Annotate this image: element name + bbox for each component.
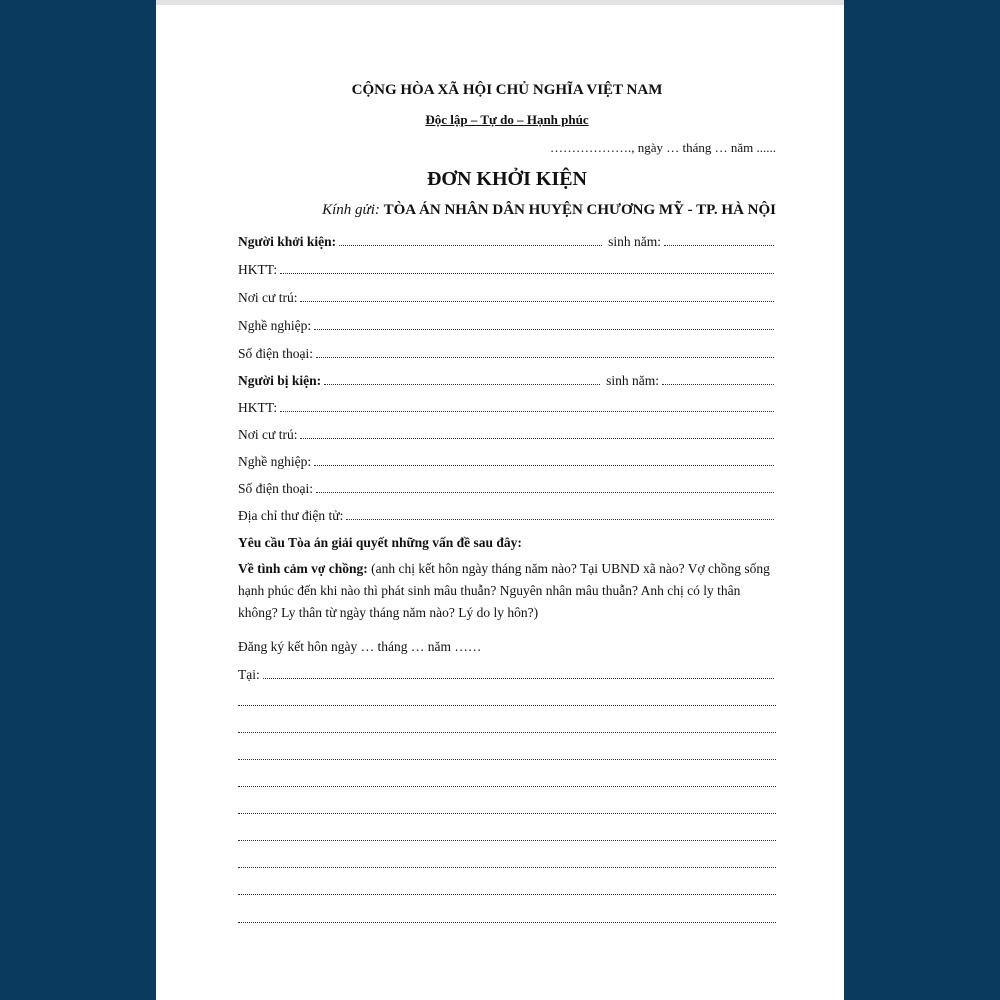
field-label: Nơi cư trú: [238, 290, 298, 305]
fill-line[interactable] [238, 732, 776, 733]
fill-line[interactable] [238, 894, 776, 895]
field-label: Nơi cư trú: [238, 427, 298, 442]
request-heading [238, 532, 776, 554]
plaintiff-birth-label: sinh năm: [608, 234, 661, 249]
field-label: Số điện thoại: [238, 346, 313, 361]
request-heading-text: Yêu cầu Tòa án giải quyết những vấn đề sau đây: [238, 535, 522, 550]
fill-line[interactable] [346, 508, 774, 520]
fill-line[interactable] [314, 454, 774, 466]
plaintiff-label: Người khởi kiện: [238, 234, 337, 249]
defendant-field-row [238, 426, 776, 444]
field-label: Địa chỉ thư điện tử: [238, 508, 344, 523]
recipient-prefix: Kính gửi: [322, 202, 380, 218]
defendant-name-field[interactable] [324, 373, 600, 385]
fill-line[interactable] [238, 867, 776, 868]
fill-line[interactable] [300, 290, 774, 302]
fill-line[interactable] [238, 840, 776, 841]
at-label: Tại: [238, 667, 260, 682]
defendant-field-row [238, 507, 776, 525]
fill-line[interactable] [314, 318, 774, 330]
fill-line[interactable] [280, 400, 774, 412]
fill-line[interactable] [238, 922, 776, 923]
national-title: CỘNG HÒA XÃ HỘI CHỦ NGHĨA VIỆT NAM [351, 82, 663, 98]
national-motto [238, 112, 776, 128]
defendant-field-row [238, 453, 776, 471]
fill-line[interactable] [280, 262, 774, 274]
recipient-court: TÒA ÁN NHÂN DÂN HUYỆN CHƯƠNG MỸ - TP. HÀ NỘI [383, 202, 776, 218]
fill-line[interactable] [238, 759, 776, 760]
marital-section-label: Về tình cảm vợ chồng: [238, 561, 368, 576]
fill-line[interactable] [300, 427, 774, 439]
field-label: HKTT: [238, 400, 278, 415]
plaintiff-field-row [238, 289, 776, 307]
field-label: HKTT: [238, 262, 278, 277]
plaintiff-name-field[interactable] [339, 234, 602, 246]
fill-line[interactable] [238, 786, 776, 787]
defendant-field-row [238, 480, 776, 498]
field-label: Nghề nghiệp: [238, 318, 312, 333]
field-label: Nghề nghiệp: [238, 454, 312, 469]
plaintiff-name-row [238, 233, 776, 251]
defendant-birth-field[interactable] [662, 373, 774, 385]
fill-line[interactable] [263, 667, 774, 679]
document-page [156, 0, 844, 1000]
marital-section-text: (anh chị kết hôn ngày tháng năm nào? Tại UBND xã nào? Vợ chồng sống hạnh phúc đến khi nào thì phát sinh mâu thuẫn? Nguyên nhân mâu thuẫn? Anh chị có ly thân không? Ly thân từ ngày tháng năm nào? Lý do ly hôn?) [238, 561, 770, 620]
plaintiff-birth-field[interactable] [664, 234, 774, 246]
motto-text: Độc lập – Tự do – Hạnh phúc [425, 112, 589, 127]
fill-line[interactable] [316, 346, 774, 358]
defendant-birth-label: sinh năm: [606, 373, 659, 388]
recipient-line [238, 202, 776, 219]
plaintiff-field-row [238, 317, 776, 335]
defendant-label: Người bị kiện: [238, 373, 322, 388]
document-title: ĐƠN KHỞI KIỆN [426, 168, 588, 190]
field-label: Số điện thoại: [238, 481, 313, 496]
defendant-name-row [238, 372, 776, 390]
defendant-field-row [238, 399, 776, 417]
fill-line[interactable] [238, 705, 776, 706]
plaintiff-field-row [238, 345, 776, 363]
marital-section [238, 558, 776, 624]
plaintiff-field-row [238, 261, 776, 279]
date-line: ………………., ngày … tháng … năm ...... [549, 140, 776, 155]
fill-line[interactable] [238, 813, 776, 814]
at-row [238, 666, 776, 684]
fill-line[interactable] [316, 481, 774, 493]
marriage-registration-line: Đăng ký kết hôn ngày … tháng … năm …… [238, 639, 482, 654]
